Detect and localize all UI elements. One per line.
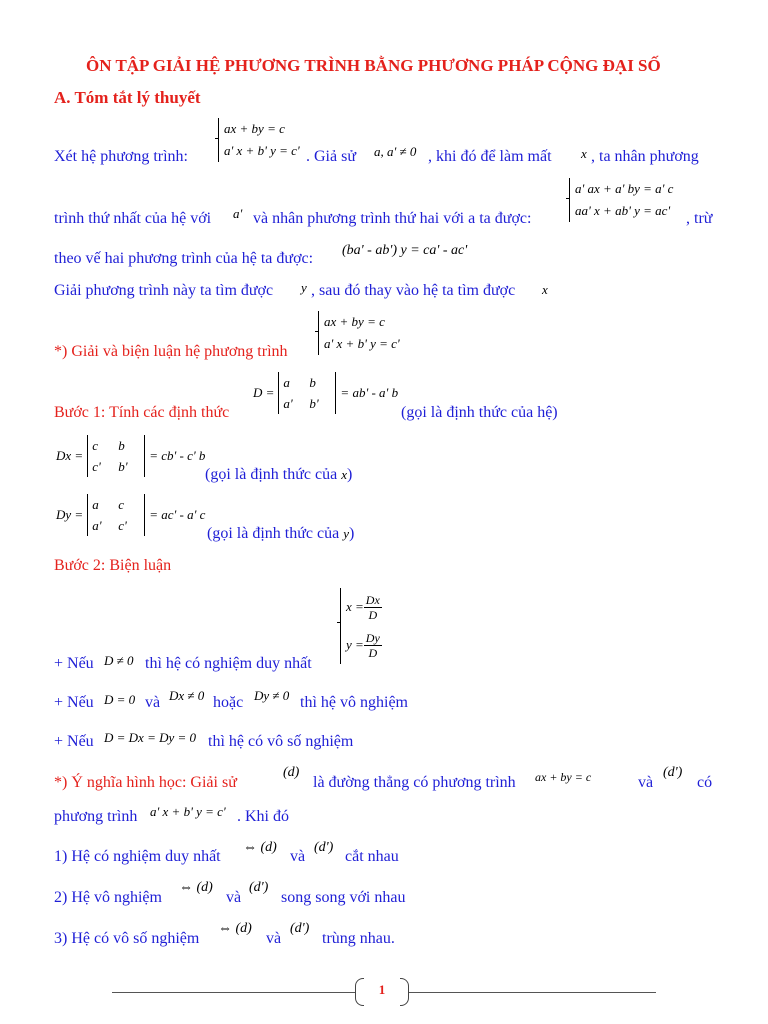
det-dy-rhs: = ac' - a' c [149,507,206,522]
geo-text-6: . Khi đó [237,808,289,825]
result-2-and: và [226,889,242,906]
result-1-iff: ⇔ [243,840,257,855]
result-1-and: và [290,848,306,865]
det-dx-lhs: Dx = [56,448,84,463]
para4-text-1: Giải phương trình này ta tìm được [54,282,274,299]
solution-x [346,588,382,626]
solution-y-den: D [368,645,378,660]
result-2-iff: ⇔ [179,880,193,895]
para2-text-1: trình thứ nhất của hệ với [54,210,212,227]
case1-text-1: + Nếu [54,655,94,672]
system-2-eq1: a' ax + a' by = a' c [575,181,674,196]
result-3-math [218,921,252,937]
geo-text-2: là đường thẳng có phương trình [313,774,516,791]
case2-text-3: hoặc [213,694,244,711]
geo-eq-2: a' x + b' y = c' [150,804,226,819]
para3-equation: (ba' - ab') y = ca' - ac' [342,243,468,258]
solution-y [346,626,382,664]
solution-system [340,588,382,664]
system-2-eq2: aa' x + ab' y = ac' [575,203,671,218]
det-dx-note-close: ) [346,466,353,483]
determinant-d [253,372,398,414]
det-dy-note-text: (gọi là định thức của [207,525,340,542]
det-dx-note-var: x [341,467,347,482]
det-dy-note-var: y [343,526,349,541]
system-3 [318,311,400,355]
page-number: 1 [378,982,386,997]
para3-text: theo vế hai phương trình của hệ ta được: [54,250,314,267]
case1-text-2: thì hệ có nghiệm duy nhất [145,655,312,672]
solution-x-num: Dx [365,592,380,607]
det-dy-a12: c [118,497,124,512]
det-dx-a12: b [118,438,125,453]
det-dx-rhs: = cb' - c' b [149,448,206,463]
solution-y-frac [364,631,382,660]
det-dx-note-text: (gọi là định thức của [205,466,338,483]
para2-var: a' [233,206,243,221]
para4-var-y: y [301,280,307,295]
para1-text-1: Xét hệ phương trình: [54,148,188,165]
system-2 [569,178,673,222]
system-1-eq2: a' x + b' y = c' [224,143,300,158]
det-d-a22: b' [309,396,319,411]
para1-text-2: . Giả sử [306,148,356,165]
det-dx-note [205,466,352,484]
det-dy-note [207,525,354,543]
para1-text-3: , khi đó để làm mất [428,148,552,165]
case3-text-1: + Nếu [54,733,94,750]
result-2-end: song song với nhau [281,889,406,906]
system-3-eq1: ax + by = c [324,314,385,329]
system-1 [218,118,300,162]
det-d-a12: b [309,375,316,390]
result-3-d: (d) [235,921,252,936]
footer-rule-left [112,992,355,993]
det-dx-matrix [87,435,145,477]
result-1-text: 1) Hệ có nghiệm duy nhất [54,848,221,865]
para2-text-2: và nhân phương trình thứ hai với a ta được: [253,210,532,227]
geo-line-d2: (d') [663,765,683,780]
case3-condition: D = Dx = Dy = 0 [104,730,197,745]
result-2-text: 2) Hệ vô nghiệm [54,889,162,906]
result-3-end: trùng nhau. [322,930,395,947]
page-title: ÔN TẬP GIẢI HỆ PHƯƠNG TRÌNH BẰNG PHƯƠNG PHÁP CỘNG ĐẠI SỐ [86,56,661,75]
det-dx-a22: b' [118,459,128,474]
result-1-math [243,840,277,856]
result-1-d: (d) [260,840,277,855]
result-3-and: và [266,930,282,947]
para4-var-x: x [542,282,548,297]
para4-text-2: , sau đó thay vào hệ ta tìm được [311,282,516,299]
det-d-matrix [278,372,336,414]
case2-text-1: + Nếu [54,694,94,711]
determinant-dx [56,435,205,477]
geo-text-5: phương trình [54,808,138,825]
result-3-text: 3) Hệ có vô số nghiệm [54,930,200,947]
result-3-d2: (d') [290,921,310,936]
part2-heading: *) Giải và biện luận hệ phương trình [54,343,288,360]
det-d-a21: a' [283,396,293,411]
step1-heading: Bước 1: Tính các định thức [54,404,230,421]
solution-y-lhs: y = [346,637,364,652]
det-dy-a22: c' [118,518,127,533]
geo-text-4: có [697,774,713,791]
geo-text-3: và [638,774,654,791]
case2-cond-3: Dy ≠ 0 [254,688,290,703]
para1-condition: a, a' ≠ 0 [374,144,417,159]
case3-text-2: thì hệ có vô số nghiệm [208,733,354,750]
det-dy-lhs: Dy = [56,507,84,522]
solution-x-frac [364,593,382,622]
result-2-math [179,880,213,896]
result-1-end: cắt nhau [345,848,399,865]
det-dy-a21: a' [92,518,102,533]
step2-heading: Bước 2: Biện luận [54,557,172,574]
solution-y-num: Dy [365,630,380,645]
det-dy-a11: a [92,497,99,512]
system-1-eq1: ax + by = c [224,121,285,136]
solution-x-lhs: x = [346,599,364,614]
det-dx-a21: c' [92,459,101,474]
result-1-d2: (d') [314,840,334,855]
page-number-frame [355,978,409,1006]
result-2-d2: (d') [249,880,269,895]
det-d-lhs: D = [253,385,275,400]
geo-line-d: (d) [283,765,300,780]
case1-condition: D ≠ 0 [104,653,134,668]
case2-text-4: thì hệ vô nghiệm [300,694,408,711]
det-d-note: (gọi là định thức của hệ) [401,404,558,421]
det-d-rhs: = ab' - a' b [340,385,399,400]
geo-heading: *) Ý nghĩa hình học: Giải sử [54,774,237,791]
para2-text-3: , trừ [686,210,713,227]
para1-text-4: , ta nhân phương [591,148,699,165]
result-2-d: (d) [196,880,213,895]
case2-text-2: và [145,694,161,711]
det-dy-matrix [87,494,145,536]
case2-cond-2: Dx ≠ 0 [169,688,205,703]
det-dy-note-close: ) [348,525,355,542]
solution-x-den: D [368,607,378,622]
result-3-iff: ⇔ [218,921,232,936]
case2-cond-1: D = 0 [104,692,136,707]
system-3-eq2: a' x + b' y = c' [324,336,400,351]
para1-var: x [581,146,587,161]
footer-rule-right [409,992,656,993]
det-dx-a11: c [92,438,98,453]
det-d-a11: a [283,375,290,390]
section-heading: A. Tóm tắt lý thuyết [54,88,201,107]
geo-eq-1: ax + by = c [535,770,592,784]
determinant-dy [56,494,205,536]
